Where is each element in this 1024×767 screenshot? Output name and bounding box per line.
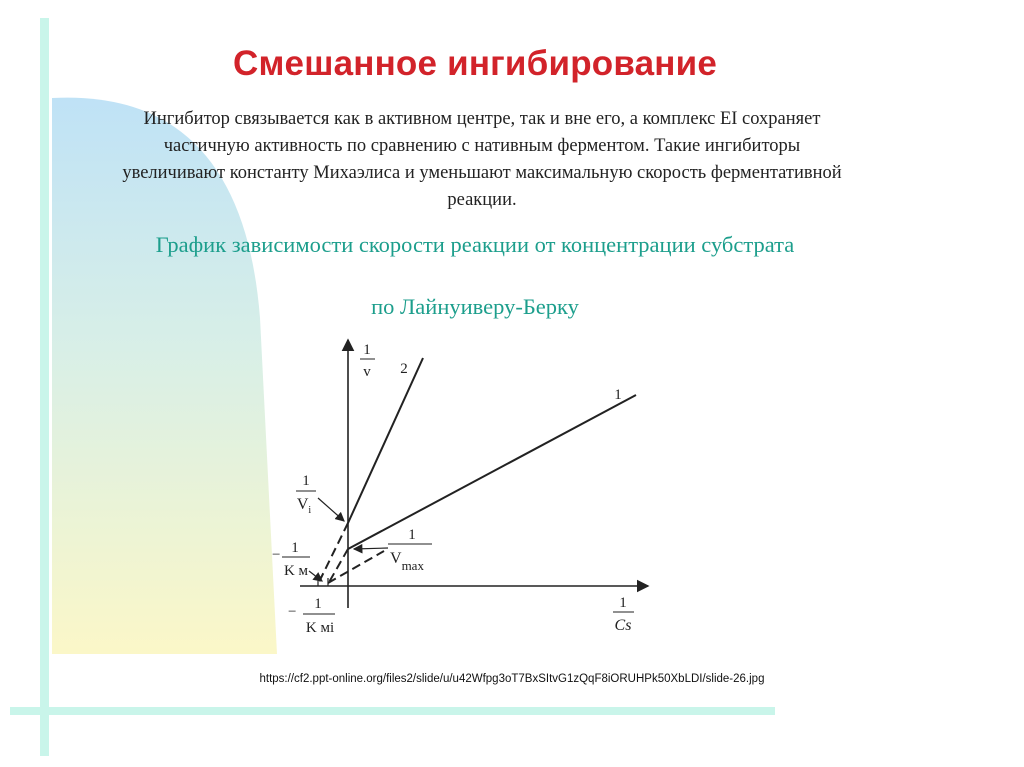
decorative-horizontal-bar (10, 707, 775, 715)
y-axis-label-num: 1 (363, 342, 371, 358)
lineweaver-burk-diagram (52, 18, 898, 654)
x-axis-label-den: Cs (614, 617, 632, 634)
graph-subtitle: по Лайнуиверу-Берку (371, 294, 579, 319)
description-line: увеличивают константу Михаэлиса и уменьшают максимальную скорость ферментативной (122, 163, 842, 183)
decorative-vertical-bar (40, 18, 49, 756)
slide (52, 18, 898, 654)
line-2 (348, 358, 423, 523)
label-1-vi-den: $V_i$ (296, 496, 312, 516)
y-axis-label-den: v (363, 364, 371, 380)
description-line: частичную активность по сравнению с нативным ферментом. Такие ингибиторы (163, 136, 801, 156)
arrow-to-1-vi (318, 498, 344, 521)
arrow-to-neg-1-km (309, 571, 322, 581)
label-neg-1-km-num: 1 (291, 540, 299, 556)
line-1-extrapolation (328, 549, 348, 584)
label-1-vi-num: 1 (302, 473, 310, 489)
source-url: https://cf2.ppt-online.org/files2/slide/u/u42Wfpg3oT7BxSItvG1zQqF8iORUHPk50XbLDI/slide-26.jpg (259, 673, 765, 685)
vmax-guide-line (328, 551, 384, 583)
line-2-label: 2 (400, 361, 408, 377)
slide-title: Смешанное ингибирование (232, 44, 717, 83)
label-neg-1-km-den: K м (283, 563, 309, 579)
label-neg-1-kmi-den: K мi (305, 620, 335, 636)
description-line: Ингибитор связывается как в активном центре, так и вне его, а комплекс EI сохраняет (143, 109, 821, 129)
label-neg-1-kmi-num: 1 (314, 596, 322, 612)
x-axis-label-num: 1 (619, 595, 627, 611)
label-neg-1-kmi-sign: − (288, 604, 297, 620)
line-1 (348, 395, 636, 549)
arrow-to-1-vmax (354, 548, 388, 549)
graph-title: График зависимости скорости реакции от концентрации субстрата (155, 232, 795, 257)
label-1-vmax-den: $V_{max}$ (390, 550, 424, 573)
label-neg-1-km-sign: − (272, 547, 281, 563)
description-line: реакции. (447, 190, 517, 210)
line-1-label: 1 (614, 387, 622, 403)
label-1-vmax-num: 1 (408, 527, 416, 543)
